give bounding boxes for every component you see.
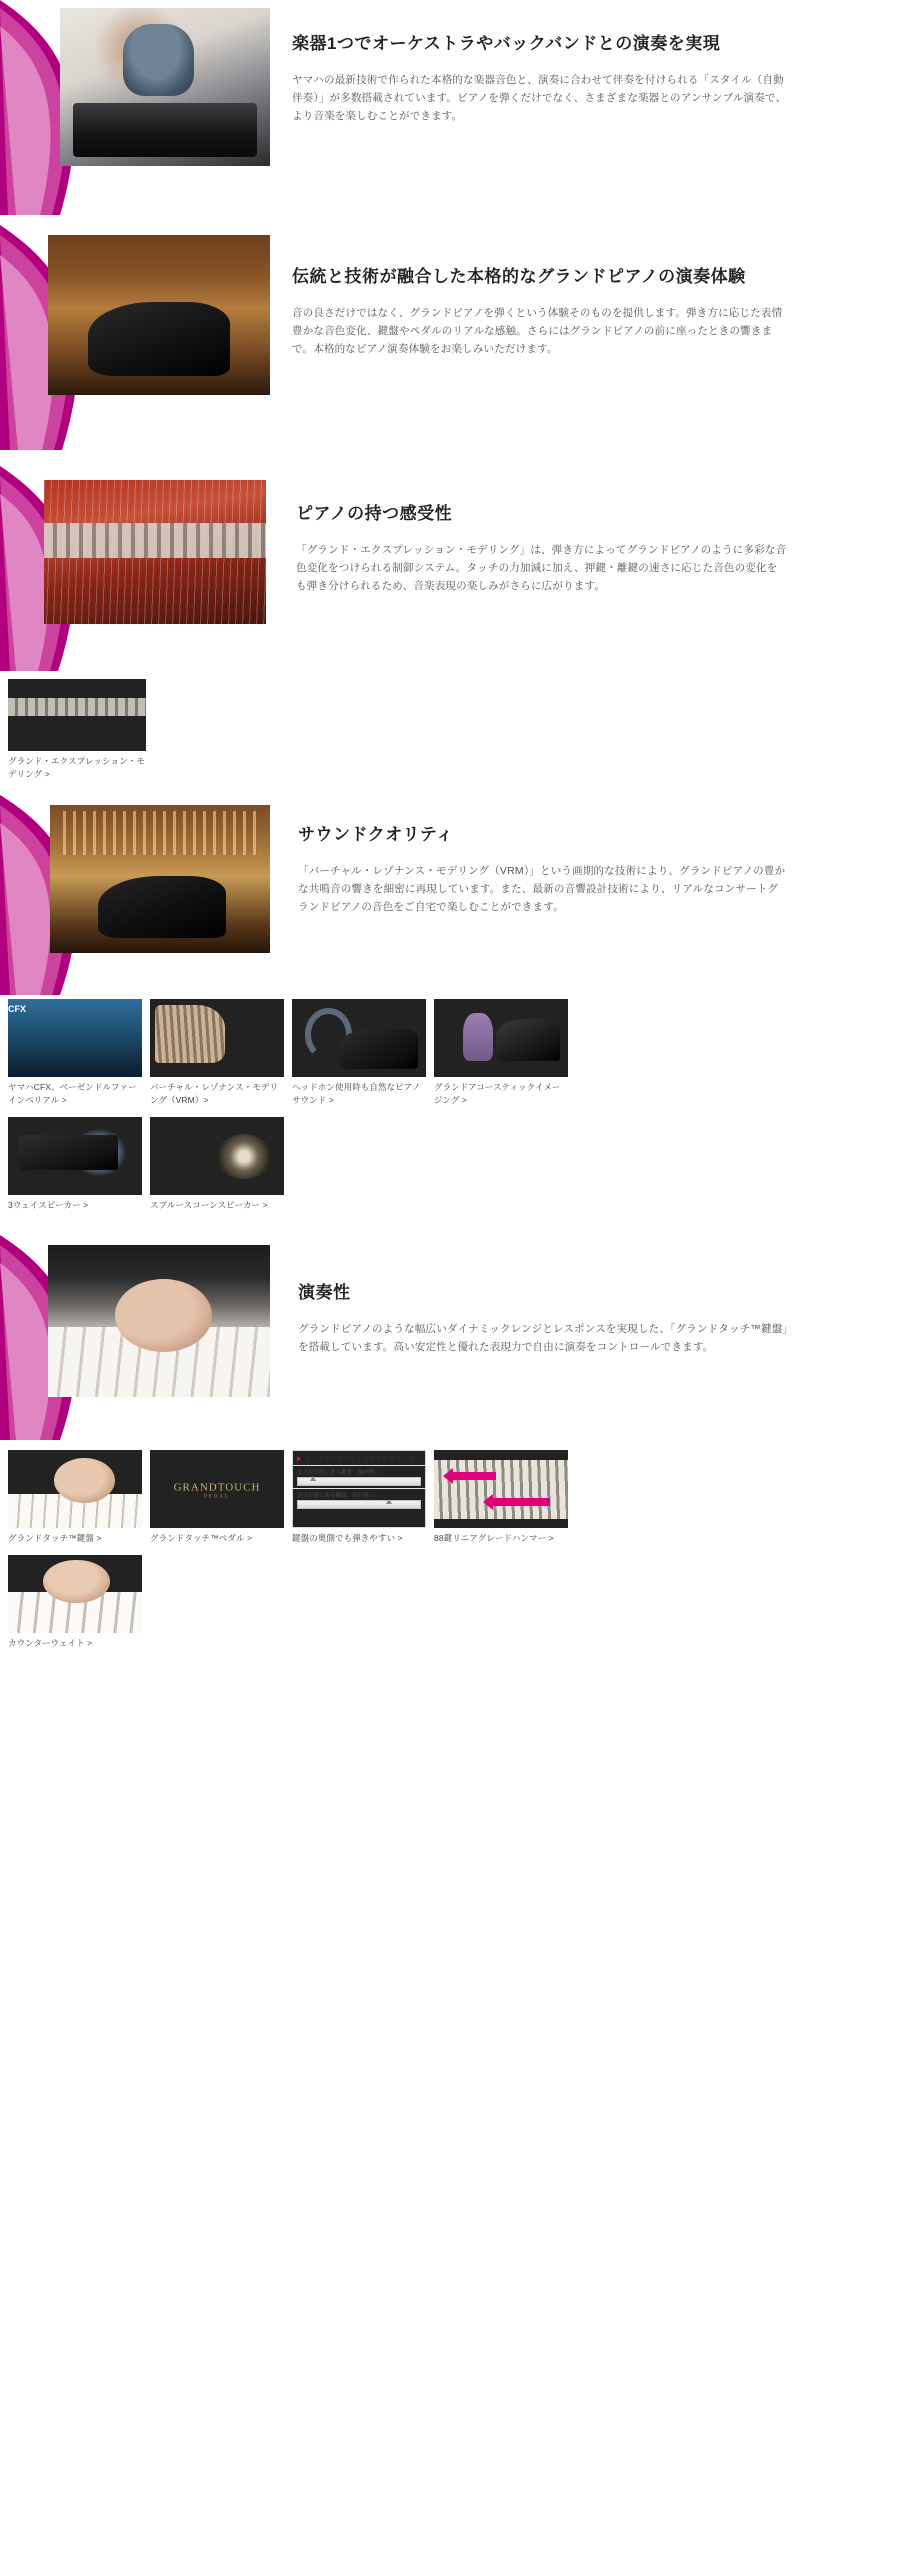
pivot-icon (386, 1499, 392, 1504)
grandtouch-keyboard-thumb (8, 1450, 142, 1528)
section-body-grand-experience: 音の良さだけではなく、グランドピアノを弾くという体験そのものを提供します。弾き方に応じた表情豊かな音色変化、鍵盤やペダルのリアルな感触。さらにはグランドピアノの前に座ったときの響きまで。本格的なピアノ演奏体験をお楽しみいただけます。 (292, 306, 783, 356)
section-body-sensitivity: 「グランド・エクスプレッション・モデリング」は、弾き方によってグランドピアノのように多彩な音色変化をつけられる制御システム。タッチの力加減に加え、押鍵・離鍵の速さに応じた音色の変化をも弾き分けられるため、音楽表現の楽しみがさらに広がります。 (296, 543, 787, 593)
diagram-row-2-label: 支点が奥にある鍵盤：指が重い (297, 1493, 375, 1500)
grand-expression-modeling-thumb (8, 679, 146, 751)
thumb-grandtouch-keyboard[interactable] (8, 1450, 142, 1545)
thumb-yamaha-cfx-bosendorfer[interactable] (8, 999, 142, 1107)
thumb-linear-graded-hammer[interactable] (434, 1450, 568, 1545)
thumb-caption[interactable] (8, 1081, 142, 1107)
section-title-playability: 演奏性 (298, 1283, 351, 1303)
diagram-row-2 (293, 1488, 425, 1511)
thumb-caption[interactable] (292, 1532, 426, 1545)
sound-thumb-row-2 (0, 1117, 900, 1212)
playability-thumb-row-2 (0, 1555, 900, 1666)
thumb-caption[interactable] (434, 1081, 568, 1107)
thumb-caption[interactable] (292, 1081, 426, 1107)
counterweight-thumb (8, 1555, 142, 1633)
thumb-caption-link[interactable]: カウンターウェイト > (8, 1638, 93, 1648)
player-with-piano-photo (60, 8, 270, 166)
thumb-caption-link[interactable]: 鍵盤の奥側でも弾きやすい > (292, 1533, 403, 1544)
thumb-grand-expression-modeling[interactable] (8, 679, 146, 781)
thumb-caption[interactable] (8, 755, 146, 781)
vrm-thumb (150, 999, 284, 1077)
yamaha-cfx-bosendorfer-thumb (8, 999, 142, 1077)
thumb-grandtouch-pedal[interactable] (150, 1450, 284, 1545)
sensitivity-thumb-row (0, 679, 900, 789)
arrow-left-icon-2 (492, 1498, 550, 1506)
grand-acoustic-imaging-thumb (434, 999, 568, 1077)
section-title-ensemble: 楽器1つでオーケストラやバックバンドとの演奏を実現 (292, 34, 721, 53)
thumb-caption-link[interactable]: 3ウェイスピーカー > (8, 1199, 89, 1210)
diagram-key-lever-2 (297, 1500, 421, 1509)
hand-on-keys-photo (48, 1245, 270, 1397)
diagram-title-row (293, 1451, 425, 1465)
pivot-icon (310, 1476, 316, 1481)
three-way-speaker-thumb (8, 1117, 142, 1195)
playability-thumb-row-1 (0, 1450, 900, 1545)
concert-stage-piano-photo (50, 805, 270, 953)
diagram-row-1 (293, 1465, 425, 1488)
thumb-caption-link[interactable]: スプルースコーンスピーカー > (150, 1199, 268, 1210)
thumb-caption-link[interactable]: 88鍵リニアグレードハンマー > (434, 1533, 554, 1544)
diagram-title: 支点までの長さによる弾きやすさの違い (304, 1456, 421, 1464)
thumb-caption[interactable] (8, 1532, 142, 1545)
thumb-caption-link[interactable]: グランド・エクスプレッション・モデリング > (8, 756, 145, 779)
section-playability (0, 1235, 900, 1440)
thumb-key-depth-diagram[interactable] (292, 1450, 426, 1545)
thumb-caption-link[interactable]: バーチャル・レゾナンス・モデリング（VRM）> (150, 1082, 279, 1105)
grandtouch-wordmark (174, 1481, 261, 1500)
section-sound-quality (0, 795, 900, 995)
section-title-sensitivity: ピアノの持つ感受性 (296, 504, 453, 523)
thumb-caption[interactable] (8, 1199, 142, 1212)
diagram-key-lever-1 (297, 1477, 421, 1486)
diagram-row-1-label: 支点が手前にある鍵盤：指が軽い (297, 1470, 380, 1477)
section-ensemble (0, 0, 900, 215)
sound-thumb-row-1 (0, 999, 900, 1107)
thumb-grand-acoustic-imaging[interactable] (434, 999, 568, 1107)
thumb-three-way-speaker[interactable] (8, 1117, 142, 1212)
grandtouch-wordmark-main: GRANDTOUCH (173, 1481, 261, 1494)
headphone-piano-sound-thumb (292, 999, 426, 1077)
section-title-sound-quality: サウンドクオリティ (298, 825, 454, 844)
section-body-ensemble: ヤマハの最新技術で作られた本格的な楽器音色と、演奏に合わせて伴奏を付けられる「スタイル（自動伴奏）」が多数搭載されています。ピアノを弾くだけでなく、さまざまな楽器とのアンサンブル演奏で、より音楽を楽しむことができます。 (292, 73, 787, 123)
key-depth-diagram-thumb (292, 1450, 426, 1528)
linear-graded-hammer-thumb (434, 1450, 568, 1528)
spruce-cone-speaker-thumb (150, 1117, 284, 1195)
thumb-headphone-sound[interactable] (292, 999, 426, 1107)
grandtouch-pedal-thumb (150, 1450, 284, 1528)
thumb-caption[interactable] (150, 1199, 284, 1212)
section-body-playability: グランドピアノのような幅広いダイナミックレンジとレスポンスを実現した、「グランドタッチ™鍵盤」を搭載しています。高い安定性と優れた表現力で自由に演奏をコントロールできます。 (298, 1322, 788, 1354)
thumb-caption[interactable] (434, 1532, 568, 1545)
thumb-counterweight[interactable] (8, 1555, 142, 1650)
section-sensitivity (0, 466, 900, 671)
section-title-grand-experience: 伝統と技術が融合した本格的なグランドピアノの演奏体験 (292, 267, 746, 286)
thumb-caption-link[interactable]: ヤマハCFX、ベーゼンドルファーインペリアル > (8, 1082, 137, 1105)
thumb-caption[interactable] (8, 1637, 142, 1650)
arrow-left-icon-1 (452, 1472, 496, 1480)
cfx-badge: CFX (8, 1004, 26, 1014)
thumb-caption-link[interactable]: ヘッドホン使用時も自然なピアノサウンド > (292, 1082, 421, 1105)
thumb-caption[interactable] (150, 1081, 284, 1107)
thumb-caption-link[interactable]: グランドタッチ™鍵盤 > (8, 1533, 102, 1544)
concert-hall-grand-piano-photo (48, 235, 270, 395)
triangle-bullet-icon (297, 1456, 301, 1462)
piano-strings-closeup-photo (44, 480, 266, 624)
section-body-sound-quality: 「バーチャル・レゾナンス・モデリング（VRM）」という画期的な技術により、グランドピアノの豊かな共鳴音の響きを細密に再現しています。また、最新の音響設計技術により、リアルなコンサートグランドピアノの音色をご自宅で楽しむことができます。 (298, 864, 786, 914)
thumb-caption-link[interactable]: グランドアコースティックイメージング > (434, 1082, 561, 1105)
thumb-spruce-cone-speaker[interactable] (150, 1117, 284, 1212)
thumb-caption[interactable] (150, 1532, 284, 1545)
thumb-caption-link[interactable]: グランドタッチ™ペダル > (150, 1533, 253, 1544)
section-grand-experience (0, 225, 900, 450)
grandtouch-wordmark-sub: PEDAL (203, 1494, 231, 1500)
thumb-vrm[interactable] (150, 999, 284, 1107)
